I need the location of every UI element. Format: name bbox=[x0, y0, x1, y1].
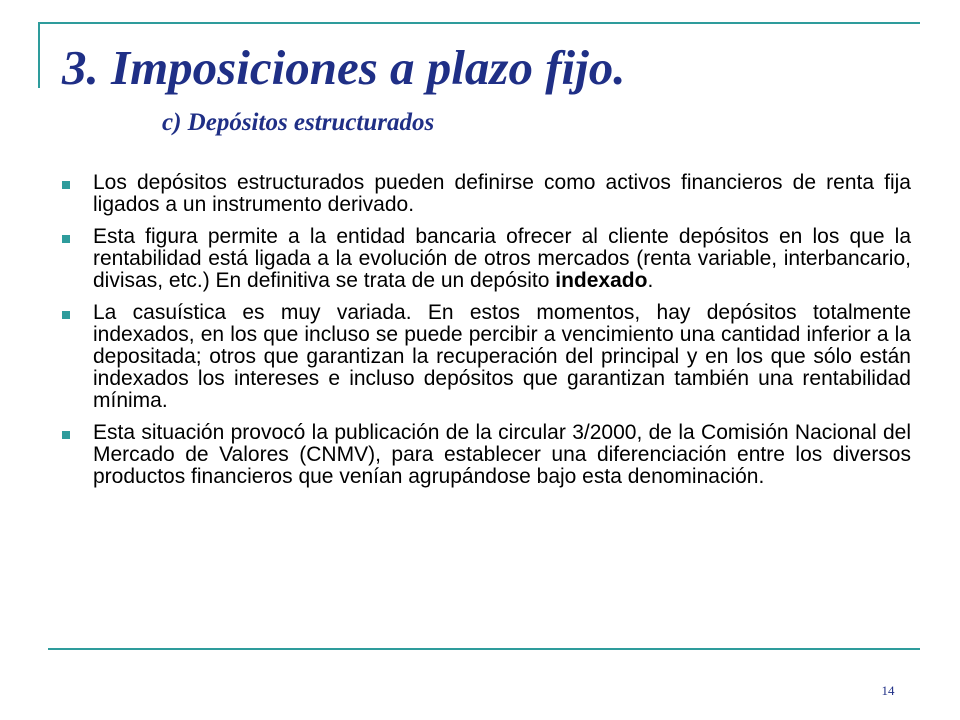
bullet-text: Los depósitos estructurados pueden definirse como activos financieros de renta fija ligados a un instrumento derivado. bbox=[93, 171, 911, 216]
bullet-item-1 bbox=[0, 172, 960, 216]
bullet-text-start: Esta figura permite a la entidad bancaria ofrecer al cliente depósitos en los que la rentabilidad está ligada a la evolución de otros mercados (renta variable, interbancario, divisas, etc.) En definitiva se trata de un depósito bbox=[93, 225, 911, 292]
bottom-rule bbox=[48, 648, 920, 650]
square-bullet-icon bbox=[62, 235, 70, 243]
page-number: 14 bbox=[881, 683, 895, 698]
left-frame-line bbox=[38, 22, 40, 88]
slide-subtitle: c) Depósitos estructurados bbox=[162, 109, 435, 136]
bullet-item-2 bbox=[0, 226, 960, 292]
top-frame-line bbox=[38, 22, 920, 24]
square-bullet-icon bbox=[62, 431, 70, 439]
bullet-item-3 bbox=[0, 302, 960, 412]
slide-title: 3. Imposiciones a plazo fijo. bbox=[62, 40, 626, 95]
bullet-bold-word: indexado bbox=[555, 269, 648, 292]
square-bullet-icon bbox=[62, 181, 70, 189]
bullet-text: Esta situación provocó la publicación de la circular 3/2000, de la Comisión Nacional del Mercado de Valores (CNMV), para establecer una diferenciación entre los diversos productos financieros que venían agrupándose bajo esta denominación. bbox=[93, 421, 911, 488]
bullet-text-end: . bbox=[647, 269, 654, 292]
bullet-text bbox=[93, 226, 911, 292]
bullet-item-4 bbox=[0, 422, 960, 488]
bullet-list bbox=[0, 172, 960, 498]
bullet-text: La casuística es muy variada. En estos momentos, hay depósitos totalmente indexados, en los que incluso se puede percibir a vencimiento una cantidad inferior a la depositada; otros que garantizan la recuperación del principal y en los que sólo están indexados los intereses e incluso depósitos que garantizan también una rentabilidad mínima. bbox=[93, 301, 911, 412]
square-bullet-icon bbox=[62, 311, 70, 319]
